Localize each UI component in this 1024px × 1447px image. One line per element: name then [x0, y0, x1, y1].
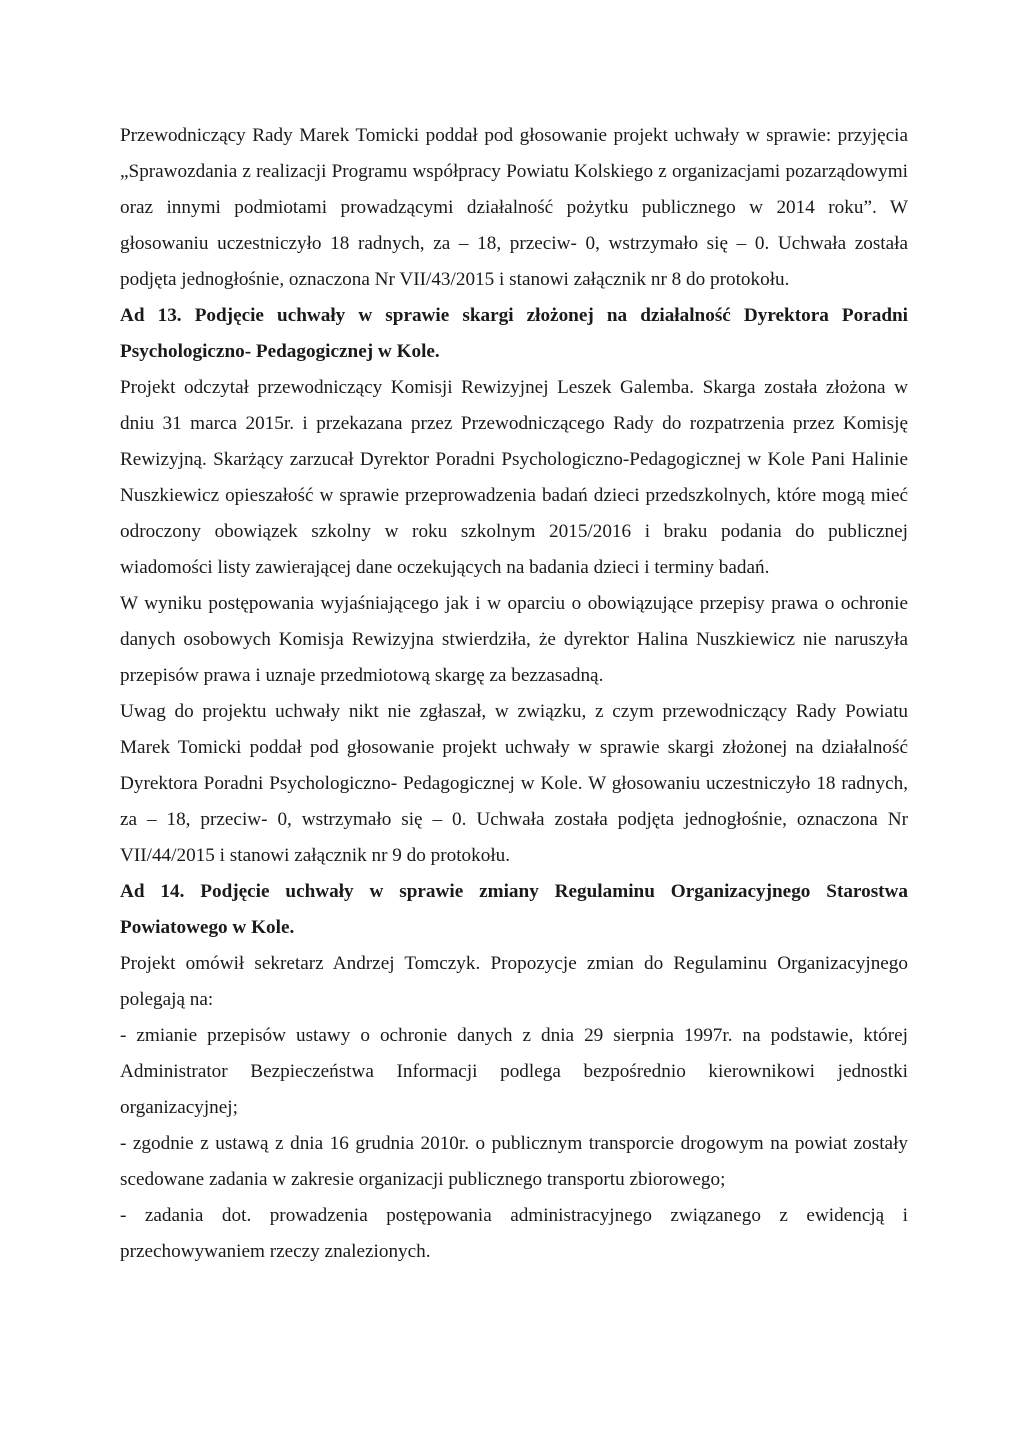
- list-item: - zgodnie z ustawą z dnia 16 grudnia 2010r. o publicznym transporcie drogowym na powiat zostały scedowane zadania w zakresie organizacji publicznego transportu zbiorowego;: [120, 1133, 908, 1190]
- document-page: [120, 118, 908, 1270]
- paragraph-vote-report: Przewodniczący Rady Marek Tomicki poddał pod głosowanie projekt uchwały w sprawie: przyjęcia „Sprawozdania z realizacji Programu współpracy Powiatu Kolskiego z organizacjami pozarządowymi oraz innymi podmiotami prowadzącymi działalność pożytku publicznego w 2014 roku”. W głosowaniu uczestniczyło 18 radnych, za – 18, przeciw- 0, wstrzymało się – 0. Uchwała została podjęta jednogłośnie, oznaczona Nr VII/43/2015 i stanowi załącznik nr 8 do protokołu.: [120, 125, 908, 290]
- list-item: - zmianie przepisów ustawy o ochronie danych z dnia 29 sierpnia 1997r. na podstawie, której Administrator Bezpieczeństwa Informacji podlega bezpośrednio kierownikowi jednostki organizacyjnej;: [120, 1025, 908, 1118]
- paragraph-commission-finding: W wyniku postępowania wyjaśniającego jak i w oparciu o obowiązujące przepisy prawa o ochronie danych osobowych Komisja Rewizyjna stwierdziła, że dyrektor Halina Nuszkiewicz nie naruszyła przepisów prawa i uznaje przedmiotową skargę za bezzasadną.: [120, 593, 908, 686]
- agenda-heading-13: Ad 13. Podjęcie uchwały w sprawie skargi złożonej na działalność Dyrektora Poradni Psychologiczno- Pedagogicznej w Kole.: [120, 305, 908, 362]
- list-item: - zadania dot. prowadzenia postępowania administracyjnego związanego z ewidencją i przechowywaniem rzeczy znalezionych.: [120, 1205, 908, 1262]
- paragraph-regulation-intro: Projekt omówił sekretarz Andrzej Tomczyk. Propozycje zmian do Regulaminu Organizacyjnego polegają na:: [120, 953, 908, 1010]
- paragraph-complaint-description: Projekt odczytał przewodniczący Komisji Rewizyjnej Leszek Galemba. Skarga została złożona w dniu 31 marca 2015r. i przekazana przez Przewodniczącego Rady do rozpatrzenia przez Komisję Rewizyjną. Skarżący zarzucał Dyrektor Poradni Psychologiczno-Pedagogicznej w Kole Pani Halinie Nuszkiewicz opieszałość w sprawie przeprowadzenia badań dzieci przedszkolnych, które mogą mieć odroczony obowiązek szkolny w roku szkolnym 2015/2016 i braku podania do publicznej wiadomości listy zawierającej dane oczekujących na badania dzieci i terminy badań.: [120, 377, 908, 578]
- paragraph-vote-complaint: Uwag do projektu uchwały nikt nie zgłaszał, w związku, z czym przewodniczący Rady Powiatu Marek Tomicki poddał pod głosowanie projekt uchwały w sprawie skargi złożonej na działalność Dyrektora Poradni Psychologiczno- Pedagogicznej w Kole. W głosowaniu uczestniczyło 18 radnych, za – 18, przeciw- 0, wstrzymało się – 0. Uchwała została podjęta jednogłośnie, oznaczona Nr VII/44/2015 i stanowi załącznik nr 9 do protokołu.: [120, 701, 908, 866]
- agenda-heading-14: Ad 14. Podjęcie uchwały w sprawie zmiany Regulaminu Organizacyjnego Starostwa Powiatowego w Kole.: [120, 881, 908, 938]
